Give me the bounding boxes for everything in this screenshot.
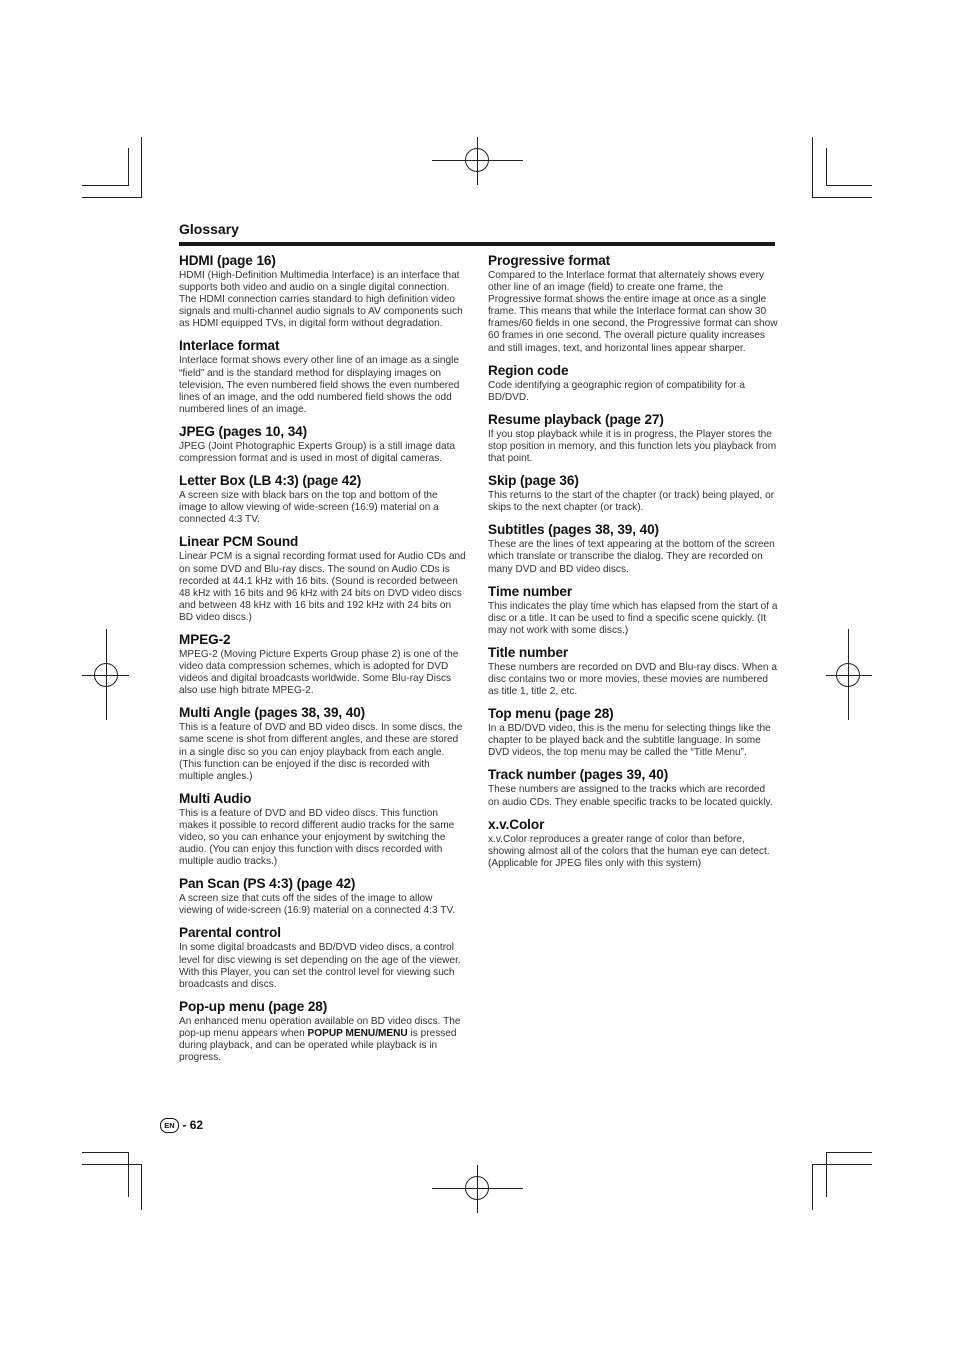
glossary-term: Parental control: [179, 925, 281, 941]
glossary-term: Top menu (page 28): [488, 706, 614, 722]
glossary-entry: [488, 817, 778, 870]
glossary-definition: HDMI (High-Definition Multimedia Interface) is an interface that supports both video and audio on a single digital connection. The HDMI connection carries standard to high definition video signals and multi-channel audio signals to AV components such as HDMI equipped TVs, in digital form without degradation.: [179, 270, 463, 330]
glossary-definition: These numbers are recorded on DVD and Blu-ray discs. When a disc contains two or more movies, these movies are numbered as title 1, title 2, etc.: [488, 661, 777, 698]
glossary-entry: [179, 791, 467, 868]
glossary-entry: [488, 473, 778, 514]
footer-separator: -: [182, 1118, 187, 1132]
glossary-term: MPEG-2: [179, 631, 231, 647]
glossary-term: Letter Box (LB 4:3) (page 42): [179, 473, 362, 489]
glossary-entry: [488, 706, 778, 759]
glossary-definition: This returns to the start of the chapter (or track) being played, or skips to the next chapter (or track).: [488, 490, 775, 514]
glossary-right-column: [488, 253, 778, 878]
page-number: 62: [189, 1118, 204, 1132]
glossary-definition: Interlace format shows every other line of an image as a single “field” and is the standard method for displaying images on television. The even numbered field shows the even numbered lines of an image, and the odd numbered field shows the odd numbered lines of an image.: [179, 355, 460, 415]
glossary-term: Resume playback (page 27): [488, 411, 664, 427]
glossary-definition: [179, 1016, 467, 1064]
glossary-entry: [179, 338, 467, 415]
glossary-entry: [488, 253, 778, 355]
glossary-term: Title number: [488, 644, 569, 660]
glossary-definition: Linear PCM is a signal recording format used for Audio CDs and on some DVD and Blu-ray discs. The sound on Audio CDs is recorded at 44.1 kHz with 16 bits. (Sound is recorded between 48 kHz with 16 bits and 96 kHz with 24 bits on DVD video discs and between 48 kHz with 16 bits and 192 kHz with 24 bits on BD video discs.): [179, 551, 466, 623]
glossary-entry: [488, 363, 778, 404]
glossary-term: HDMI (page 16): [179, 253, 276, 268]
glossary-left-column: [179, 253, 467, 1072]
glossary-definition: These numbers are assigned to the tracks which are recorded on audio CDs. They enable specific tracks to be located quickly.: [488, 784, 773, 808]
glossary-entry: [179, 705, 467, 782]
glossary-definition: This indicates the play time which has elapsed from the start of a disc or a title. It can be used to find a specific scene quickly. (It may not work with some discs.): [488, 600, 778, 636]
glossary-term: Skip (page 36): [488, 473, 579, 489]
glossary-term: Multi Audio: [179, 790, 252, 806]
glossary-term: Pan Scan (PS 4:3) (page 42): [179, 876, 356, 892]
glossary-definition: JPEG (Joint Photographic Experts Group) is a still image data compression format and is used in most of digital cameras.: [179, 440, 456, 465]
glossary-definition: This is a feature of DVD and BD video discs. This function makes it possible to record different audio tracks for the same video, so you can enhance your enjoyment by switching the audio. (You can enjoy this function with discs recorded with multiple audio tracks.): [179, 807, 455, 868]
glossary-term: Track number (pages 39, 40): [488, 767, 669, 783]
glossary-entry: [488, 412, 778, 465]
glossary-entry: [179, 424, 467, 465]
glossary-entry: [179, 253, 467, 330]
glossary-definition: This is a feature of DVD and BD video discs. In some discs, the same scene is shot from different angles, and these are stored in a single disc so you can enjoy playback from each angle. (This function can be enjoyed if the disc is recorded with multiple angles.): [179, 722, 463, 782]
glossary-term: Pop-up menu (page 28): [179, 998, 328, 1014]
glossary-definition: These are the lines of text appearing at the bottom of the screen which translate or transcribe the dialog. They are recorded on many DVD and BD video discs.: [488, 539, 775, 575]
glossary-definition: Compared to the Interlace format that alternately shows every other line of an image (field) to create one frame, the Progressive format shows the entire image at once as a single frame. This means that while the Interlace format can show 30 frames/60 fields in one second, the Progressive format can show 60 frames in one second. The overall picture quality increases and still images, text, and horizontal lines appear sharper.: [488, 270, 778, 354]
glossary-definition: If you stop playback while it is in progress, the Player stores the stop position in memory, and this function lets you playback from that point.: [488, 428, 777, 465]
section-divider: [179, 242, 775, 246]
glossary-entry: [179, 473, 467, 526]
glossary-definition: In some digital broadcasts and BD/DVD video discs, a control level for disc viewing is set depending on the age of the viewer. With this Player, you can set the control level for viewing such broadcasts and discs.: [179, 942, 461, 990]
glossary-term: Multi Angle (pages 38, 39, 40): [179, 705, 366, 721]
glossary-definition: A screen size with black bars on the top and bottom of the image to allow viewing of wide-screen (16:9) material on a connected 4:3 TV.: [179, 490, 439, 526]
page-footer: [160, 1118, 203, 1133]
glossary-entry: [179, 534, 467, 624]
glossary-term: Region code: [488, 362, 569, 378]
glossary-definition: In a BD/DVD video, this is the menu for selecting things like the chapter to be played back and the subtitle language. In some DVD videos, the top menu may be called the “Title Menu”.: [488, 723, 771, 759]
glossary-entry: [488, 767, 778, 808]
glossary-entry: [179, 632, 467, 697]
glossary-entry: [488, 522, 778, 575]
glossary-definition: x.v.Color reproduces a greater range of color than before, showing almost all of the colors that the human eye can detect. (Applicable for JPEG files only with this system): [488, 833, 770, 869]
section-title: Glossary: [179, 221, 239, 237]
glossary-term: Linear PCM Sound: [179, 534, 299, 550]
glossary-definition: Code identifying a geographic region of compatibility for a BD/DVD.: [488, 379, 745, 403]
glossary-definition: A screen size that cuts off the sides of the image to allow viewing of wide-screen (16:9) material on a connected 4:3 TV.: [179, 893, 456, 917]
glossary-entry: [179, 999, 467, 1064]
definition-text: is pressed during playback, and can be operated while playback is in progress.: [179, 1027, 457, 1064]
glossary-term: x.v.Color: [488, 816, 545, 832]
glossary-term: Subtitles (pages 38, 39, 40): [488, 522, 659, 538]
language-badge: EN: [160, 1118, 179, 1133]
glossary-term: Progressive format: [488, 253, 611, 268]
glossary-entry: [179, 876, 467, 917]
button-name: POPUP MENU/MENU: [307, 1027, 408, 1039]
glossary-entry: [179, 925, 467, 990]
glossary-term: Interlace format: [179, 338, 280, 354]
definition-text: An enhanced menu operation available on BD video discs. The pop-up menu appears when: [179, 1015, 461, 1039]
glossary-definition: MPEG-2 (Moving Picture Experts Group phase 2) is one of the video data compression schemes, which is adopted for DVD videos and digital broadcasts worldwide. Some Blu-ray Discs also use high bitrate MPEG-2.: [179, 648, 459, 697]
glossary-entry: [488, 584, 778, 637]
glossary-entry: [488, 645, 778, 698]
glossary-term: JPEG (pages 10, 34): [179, 423, 308, 439]
glossary-term: Time number: [488, 583, 573, 599]
